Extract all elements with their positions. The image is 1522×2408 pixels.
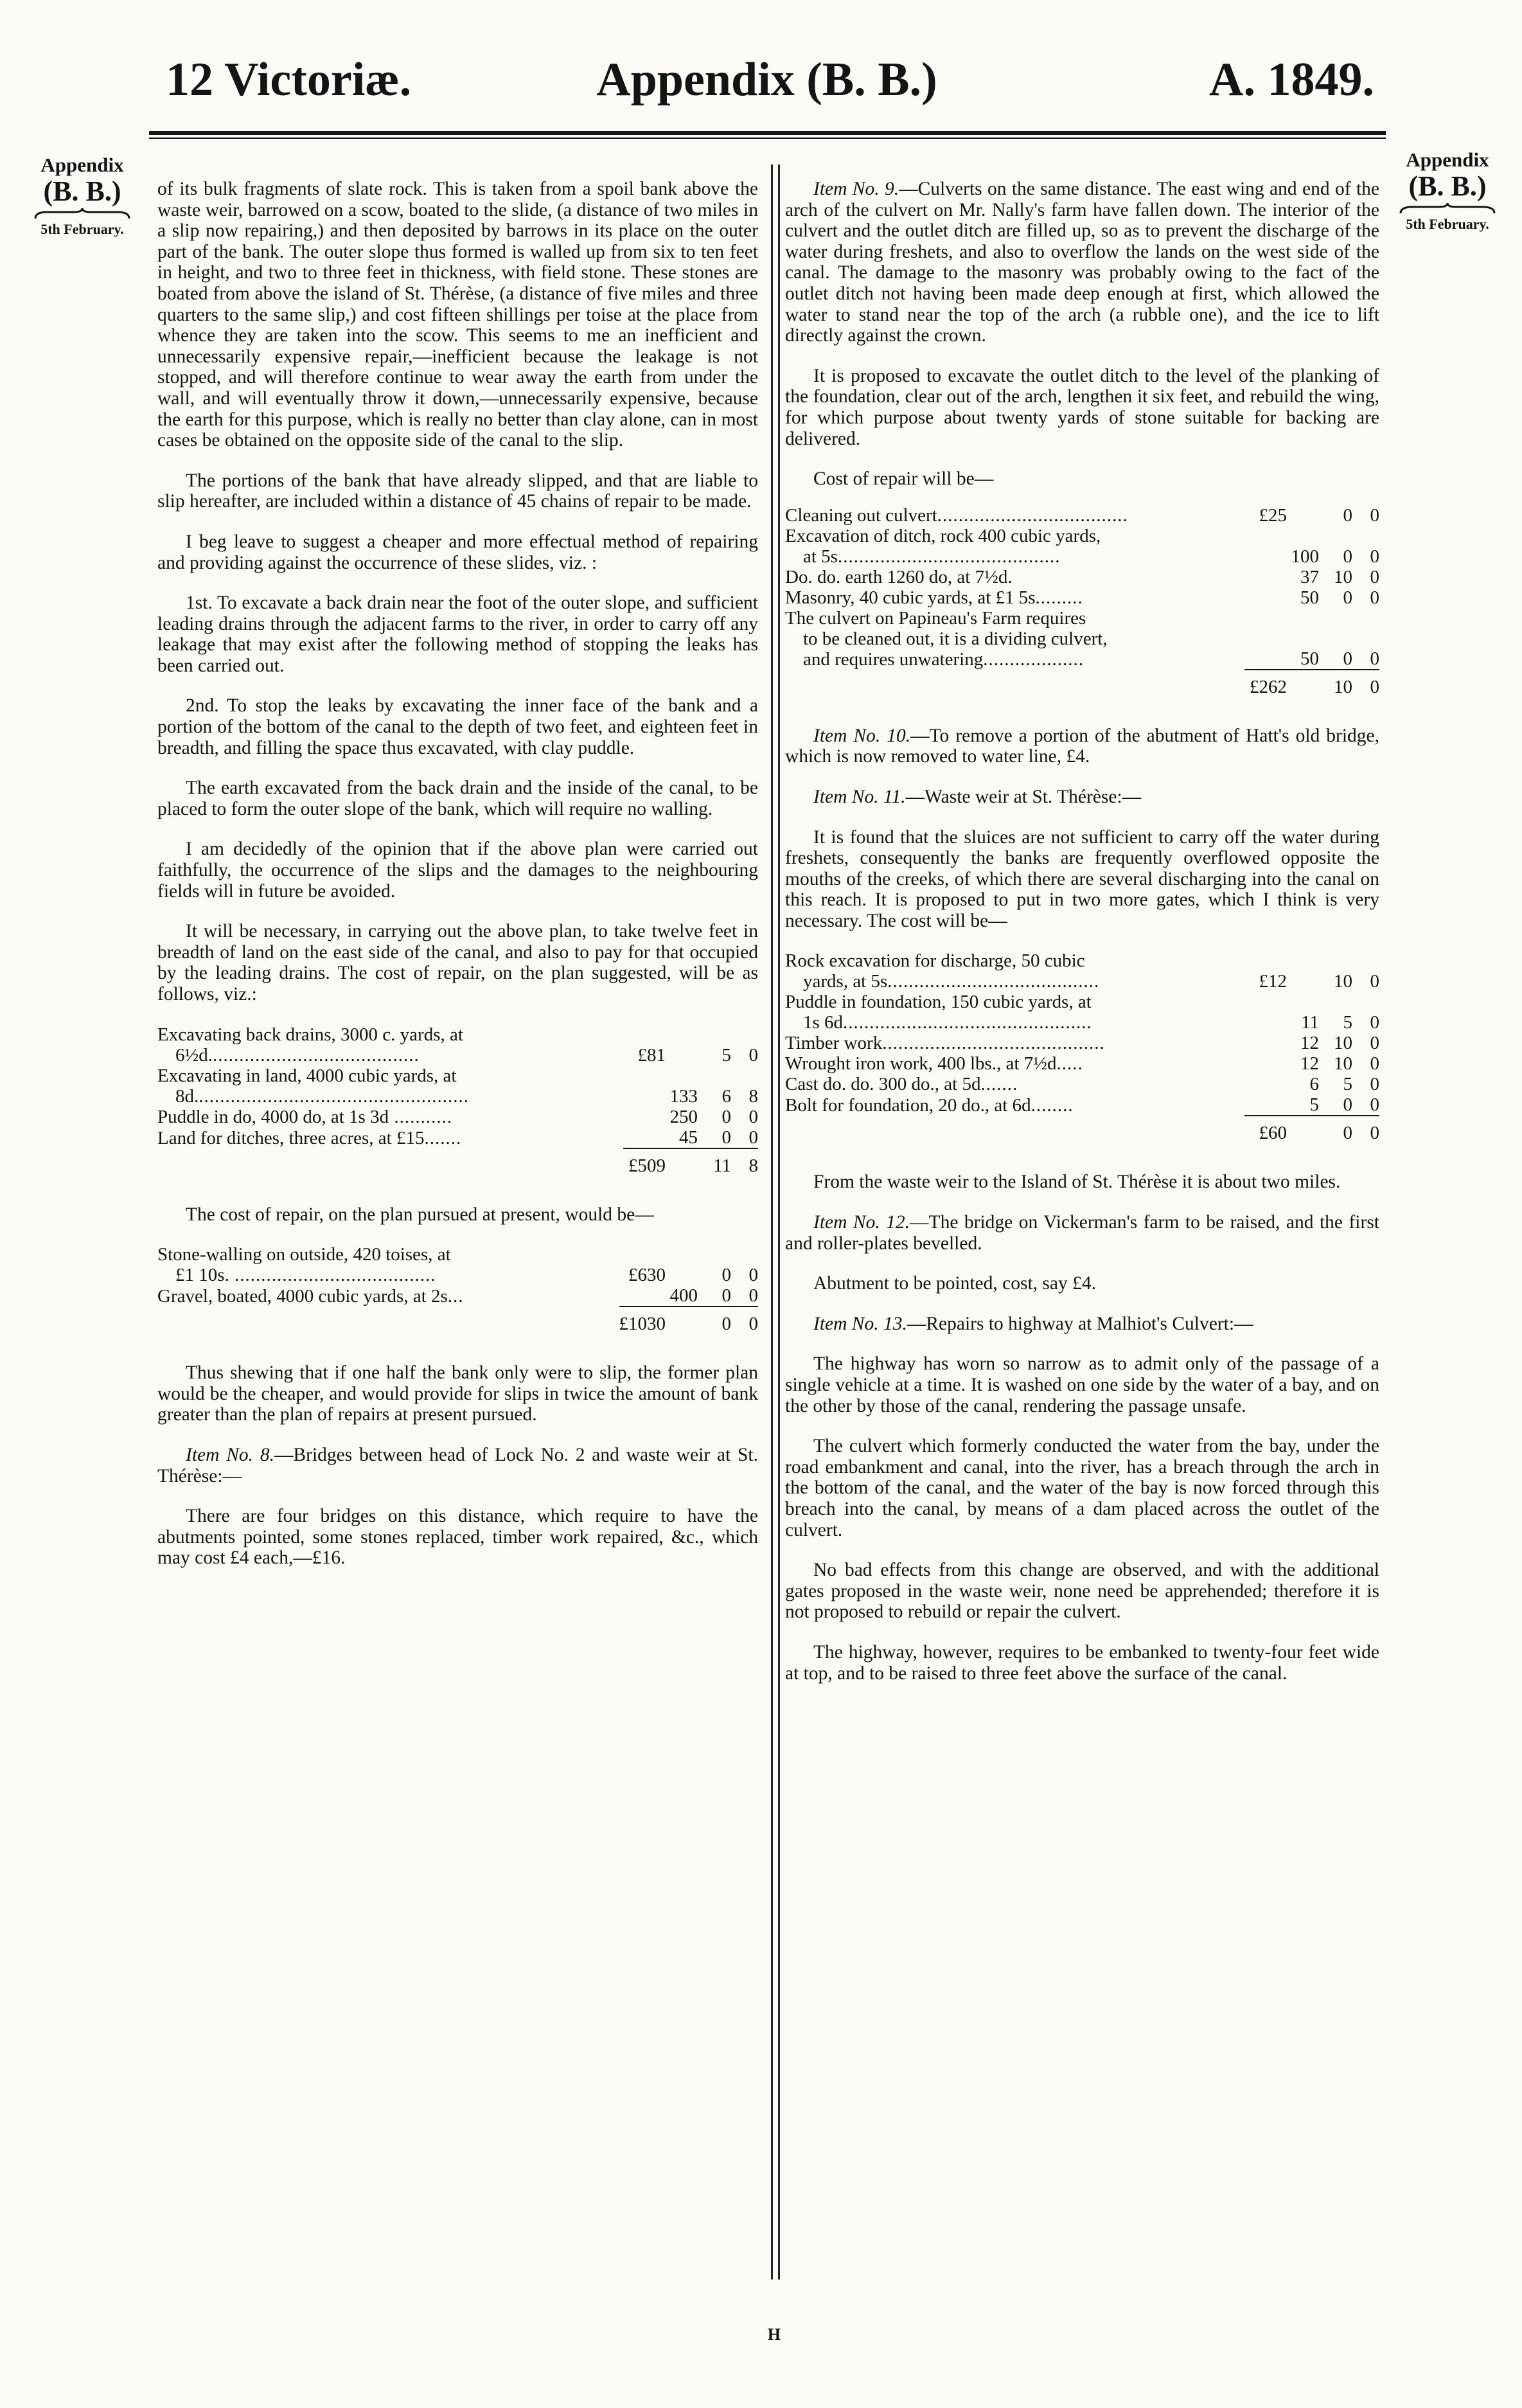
cost-shillings: 0 — [721, 1265, 731, 1286]
paragraph: Item No. 9.—Culverts on the same distance. The east wing and end of the arch of the culvert on Mr. Nally's farm have fallen down. The interior of the culvert and the outlet ditch are filled up, so as to prevent the discharge of the water during freshets, and also to overflow the lands on the west side of the canal. The damage to the masonry was probably owing to the fact of the outlet ditch not having been made deep enough at first, which allowed the water to stand near the top of the arch (a rubble one), and the ice to lift directly against the crown. — [785, 179, 1380, 346]
cost-pounds: £630 — [628, 1265, 666, 1286]
total-shillings: 11 — [698, 1148, 731, 1176]
item-label: Item No. 10. — [813, 725, 911, 746]
total-pence: 8 — [731, 1148, 758, 1176]
paragraph: There are four bridges on this distance, which require to have the abutments pointed, some stones replaced, timber work repaired, &c., which may cost £4 each,—£16. — [157, 1506, 758, 1569]
paragraph: It will be necessary, in carrying out the above plan, to take twelve feet in breadth of land on the east side of the canal, and also to pay for that occupied by the leading drains. The cost of repair, on the plan suggested, will be as follows, viz.: — [157, 921, 758, 1004]
cost-row — [785, 587, 1379, 608]
cost-description: Excavating back drains, 3000 c. yards, at 6½d........................................ — [157, 1024, 463, 1066]
margin-note-sub: (B. B.) — [43, 175, 121, 207]
cost-pence: 0 — [748, 1044, 758, 1066]
cost-description: Excavating in land, 4000 cubic yards, at 8d.................................................... — [157, 1065, 469, 1107]
cost-pence: 0 — [1370, 546, 1379, 567]
cost-pounds: 100 — [1291, 546, 1319, 567]
cost-pounds: £25 — [1259, 504, 1287, 526]
cost-pence: 0 — [1370, 971, 1379, 992]
cost-description: Rock excavation for discharge, 50 cubic yards, at 5s........................................ — [785, 950, 1100, 992]
paragraph: of its bulk fragments of slate rock. This is taken from a spoil bank above the waste weir, barrowed on a scow, boated to the slide, (a distance of two miles in a slip now repairing,) and then deposited by barrows in its place on the outer part of the bank. The outer slope thus formed is walled up from six to ten feet in height, and two to three feet in thickness, with field stone. These stones are boated from above the island of St. Thérèse, (a distance of five miles and three quarters to the same slip,) and cost fifteen shillings per toise at the place from whence they are taken into the scow. This seems to me an inefficient and unnecessarily expensive repair,—inefficient because the leakage is not stopped, and will therefore continue to wear away the earth from under the wall, and will eventually throw it down,—unnecessarily expensive, because the earth for this purpose, which is really no better than clay alone, can in most cases be obtained on the opposite side of the canal to the slip. — [157, 179, 758, 451]
cost-shillings: 6 — [721, 1085, 731, 1107]
total-pence: 0 — [731, 1307, 758, 1334]
cost-shillings: 0 — [721, 1285, 731, 1307]
cost-description: Stone-walling on outside, 420 toises, at £1 10s. ...................................... — [157, 1244, 451, 1286]
cost-row — [157, 1285, 758, 1307]
cost-description: Bolt for foundation, 20 do., at 6d........ — [785, 1095, 1074, 1116]
cost-row — [157, 1024, 758, 1066]
cost-pence: 0 — [1370, 1012, 1379, 1033]
cost-table-present — [157, 1244, 758, 1334]
total-pence: 0 — [1352, 1116, 1379, 1143]
cost-pounds: 6 — [1309, 1074, 1319, 1095]
brace-icon — [1399, 202, 1496, 216]
cost-pounds: 5 — [1309, 1094, 1319, 1116]
paragraph: It is found that the sluices are not sufficient to carry off the water during freshets, consequently the banks are frequently overflowed opposite the mouths of the creeks, of which there are several discharging into the canal on this reach. It is proposed to put in two more gates, which I think is very necessary. The cost will be— — [785, 826, 1379, 931]
cost-shillings: 0 — [1343, 546, 1352, 567]
paragraph: 2nd. To stop the leaks by excavating the inner face of the bank and a portion of the bottom of the canal to the depth of two feet, and eighteen feet in breadth, and filling the space thus excavated, with clay puddle. — [157, 695, 758, 758]
cost-row — [785, 1033, 1379, 1053]
paragraph: Item No. 13.—Repairs to highway at Malhiot's Culvert:— — [813, 1313, 1253, 1334]
paragraph: The earth excavated from the back drain and the inside of the canal, to be placed to form the outer slope of the bank, which will require no walling. — [157, 778, 758, 819]
cost-pence: 0 — [1370, 1053, 1379, 1075]
cost-table-proposed — [157, 1024, 758, 1176]
cost-row — [157, 1127, 758, 1148]
cost-shillings: 0 — [721, 1127, 731, 1148]
margin-note-left — [14, 154, 150, 238]
cost-pence: 0 — [748, 1127, 758, 1148]
cost-pounds: 12 — [1300, 1033, 1319, 1054]
cost-table-waste-weir — [785, 950, 1379, 1143]
cost-shillings: 10 — [1334, 1033, 1352, 1054]
cost-pounds: 133 — [669, 1085, 698, 1107]
total-pounds: £1030 — [619, 1307, 666, 1334]
cost-description: Puddle in foundation, 150 cubic yards, at 1s 6d............................................... — [785, 992, 1092, 1033]
paragraph: The highway has worn so narrow as to admit only of the passage of a single vehicle at a time. It is washed on one side by the water of a bay, and on the other by those of the canal, rendering the passage unsafe. — [785, 1353, 1379, 1416]
cost-description: Masonry, 40 cubic yards, at £1 5s......... — [785, 587, 1083, 608]
cost-shillings: 0 — [1343, 648, 1352, 669]
paragraph: Item No. 8.—Bridges between head of Lock No. 2 and waste weir at St. Thérèse:— — [157, 1444, 758, 1486]
cost-pounds: 37 — [1300, 566, 1319, 587]
paragraph: Item No. 10.—To remove a portion of the abutment of Hatt's old bridge, which is now removed to water line, £4. — [785, 725, 1379, 767]
cost-shillings: 0 — [721, 1106, 731, 1127]
cost-total-row — [157, 1307, 758, 1334]
cost-pounds: 12 — [1300, 1053, 1319, 1075]
total-pence: 0 — [1352, 670, 1379, 697]
header-title: Appendix (B. B.) — [596, 53, 937, 106]
item-label: Item No. 12. — [813, 1212, 910, 1233]
cost-pounds: 50 — [1300, 648, 1319, 669]
paragraph: Item No. 11.—Waste weir at St. Thérèse:— — [813, 786, 1142, 807]
cost-pounds: £81 — [637, 1044, 666, 1066]
page-header — [148, 54, 1386, 105]
cost-description: Timber work.......................................... — [785, 1033, 1105, 1054]
paragraph: No bad effects from this change are observed, and with the additional gates proposed in the waste weir, none need be apprehended; therefore it is not proposed to rebuild or repair the culvert. — [785, 1560, 1379, 1623]
cost-pounds: 400 — [669, 1285, 698, 1307]
paragraph: From the waste weir to the Island of St. Thérèse it is about two miles. — [813, 1172, 1341, 1193]
cost-total-row — [157, 1148, 758, 1176]
item-label: Item No. 11. — [813, 786, 906, 807]
margin-note-title: Appendix — [40, 154, 124, 176]
cost-description: Cleaning out culvert.................................... — [785, 504, 1128, 526]
cost-row — [785, 1053, 1379, 1074]
cost-shillings: 0 — [1343, 504, 1352, 526]
cost-row — [785, 526, 1379, 567]
right-column — [785, 179, 1379, 1703]
header-rule-thick — [149, 131, 1386, 135]
paragraph: Thus shewing that if one half the bank only were to slip, the former plan would be the cheaper, and would provide for slips in twice the amount of bank greater than the plan of repairs at present pursued. — [157, 1362, 758, 1425]
item-label: Item No. 13. — [813, 1313, 907, 1334]
item-label: Item No. 9. — [813, 179, 899, 199]
paragraph: 1st. To excavate a back drain near the foot of the outer slope, and sufficient leading drains through the adjacent farms to the river, in order to carry off any leakage that may exist after the following method of stopping the leaks has been carried out. — [157, 593, 758, 676]
header-rule-thin — [149, 138, 1386, 139]
cost-row — [785, 950, 1379, 992]
paragraph: I beg leave to suggest a cheaper and more effectual method of repairing and providing against the occurrence of these slides, viz. : — [157, 531, 758, 573]
cost-pence: 0 — [1370, 566, 1379, 587]
cost-pounds: 250 — [669, 1106, 698, 1127]
paragraph: The portions of the bank that have already slipped, and that are liable to slip hereafter, are included within a distance of 45 chains of repair to be made. — [157, 470, 758, 512]
margin-note-right — [1379, 149, 1516, 233]
paragraph: The cost of repair, on the plan pursued at present, would be— — [186, 1204, 654, 1225]
total-pounds: £262 — [1244, 670, 1287, 697]
cost-pence: 0 — [1370, 1074, 1379, 1095]
signature-mark: H — [767, 2325, 781, 2344]
total-pounds: £60 — [1244, 1116, 1287, 1143]
cost-shillings: 10 — [1334, 566, 1352, 587]
paragraph: It is proposed to excavate the outlet ditch to the level of the planking of the foundation, clear out of the arch, lengthen it six feet, and rebuild the wing, for which purpose about twenty yards of stone suitable for backing are delivered. — [785, 365, 1379, 449]
cost-pence: 0 — [1370, 587, 1379, 608]
total-pounds: £509 — [623, 1148, 666, 1176]
left-column — [157, 179, 758, 1588]
cost-shillings: 0 — [1343, 1094, 1352, 1116]
paragraph: The highway, however, requires to be embanked to twenty-four feet wide at top, and to be raised to three feet above the surface of the canal. — [785, 1641, 1379, 1684]
cost-row — [785, 1074, 1379, 1094]
cost-row — [157, 1066, 758, 1107]
cost-pounds: 11 — [1301, 1012, 1319, 1033]
cost-description: Land for ditches, three acres, at £15....... — [157, 1127, 462, 1148]
cost-shillings: 5 — [1343, 1074, 1352, 1095]
cost-total-row — [785, 670, 1379, 697]
margin-note-title: Appendix — [1406, 148, 1489, 171]
cost-row — [157, 1107, 758, 1127]
cost-row — [785, 1094, 1379, 1116]
cost-description: Gravel, boated, 4000 cubic yards, at 2s... — [157, 1286, 464, 1307]
cost-table-culverts — [785, 505, 1379, 697]
cost-pence: 0 — [1370, 1033, 1379, 1054]
cost-shillings: 5 — [1343, 1012, 1352, 1033]
column-divider — [771, 165, 780, 2279]
item-label: Item No. 8. — [186, 1444, 274, 1465]
paragraph: The culvert which formerly conducted the water from the bay, under the road embankment and canal, into the river, has a breach through the arch in the bottom of the canal, and the water of the bay is now forced through this breach into the canal, by means of a dam placed across the outlet of the culvert. — [785, 1436, 1379, 1540]
margin-note-sub: (B. B.) — [1408, 170, 1487, 202]
paragraph: Item No. 12.—The bridge on Vickerman's farm to be raised, and the first and roller-plates bevelled. — [785, 1212, 1379, 1254]
cost-pounds: £12 — [1259, 971, 1287, 992]
cost-description: Do. do. earth 1260 do, at 7½d. — [785, 566, 1013, 587]
cost-description: Puddle in do, 4000 do, at 1s 3d ........... — [157, 1106, 453, 1127]
header-session: 12 Victoriæ. — [166, 53, 412, 106]
margin-note-date: 5th February. — [40, 221, 124, 237]
cost-pence: 0 — [748, 1106, 758, 1127]
cost-row — [157, 1244, 758, 1285]
cost-shillings: 5 — [721, 1044, 731, 1066]
cost-row — [785, 608, 1379, 670]
cost-row — [785, 992, 1379, 1033]
cost-pence: 8 — [748, 1085, 758, 1107]
cost-total-row — [785, 1116, 1379, 1143]
cost-description: The culvert on Papineau's Farm requires to be cleaned out, it is a dividing culvert, and requires unwatering................... — [785, 607, 1108, 670]
cost-description: Wrought iron work, 400 lbs., at 7½d..... — [785, 1053, 1083, 1075]
cost-pounds: 50 — [1300, 587, 1319, 608]
paragraph: Abutment to be pointed, cost, say £4. — [813, 1273, 1096, 1294]
cost-shillings: 0 — [1343, 587, 1352, 608]
brace-icon — [34, 207, 130, 221]
paragraph: Cost of repair will be— — [813, 468, 994, 490]
cost-row — [785, 505, 1379, 526]
total-shillings: 10 — [1319, 670, 1352, 697]
total-shillings: 0 — [698, 1307, 731, 1334]
cost-pence: 0 — [1370, 1094, 1379, 1116]
cost-pence: 0 — [1370, 504, 1379, 526]
cost-pence: 0 — [748, 1265, 758, 1286]
cost-shillings: 10 — [1334, 971, 1352, 992]
margin-note-date: 5th February. — [1406, 216, 1489, 232]
cost-pence: 0 — [748, 1285, 758, 1307]
cost-description: Excavation of ditch, rock 400 cubic yards, at 5s.......................................... — [785, 525, 1101, 567]
cost-pounds: 45 — [679, 1127, 698, 1148]
total-shillings: 0 — [1319, 1116, 1352, 1143]
paragraph: I am decidedly of the opinion that if the above plan were carried out faithfully, the occurrence of the slips and the damages to the neighbouring fields will in future be avoided. — [157, 839, 758, 902]
cost-description: Cast do. do. 300 do., at 5d....... — [785, 1074, 1018, 1095]
cost-pence: 0 — [1370, 648, 1379, 669]
cost-shillings: 10 — [1334, 1053, 1352, 1075]
cost-row — [785, 567, 1379, 587]
header-year: A. 1849. — [1209, 53, 1374, 106]
